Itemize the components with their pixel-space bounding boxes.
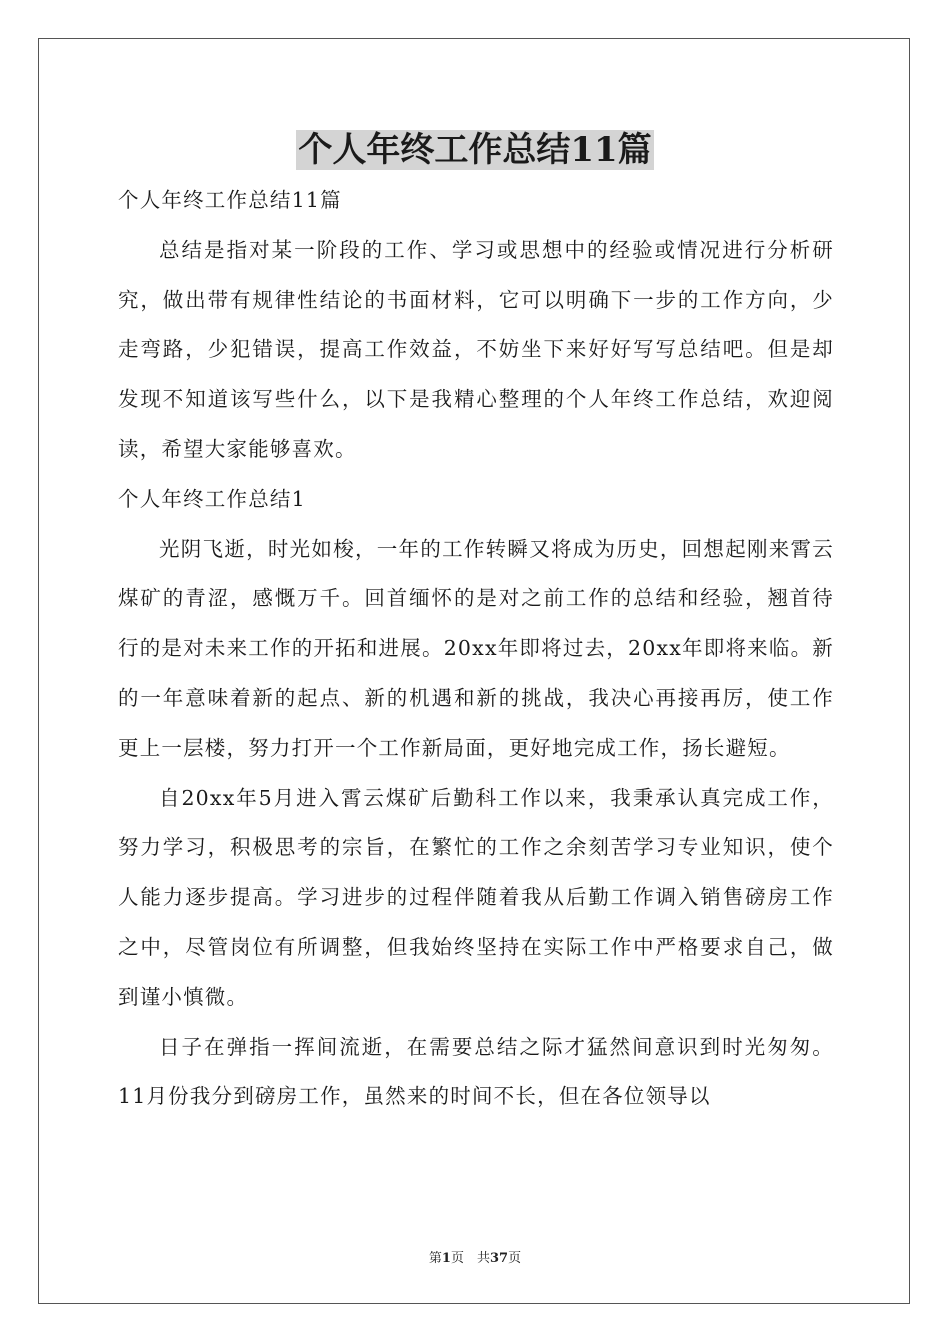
document-subtitle: 个人年终工作总结11篇 xyxy=(118,188,342,212)
body-paragraph-3: 日子在弹指一挥间流逝，在需要总结之际才猛然间意识到时光匆匆。11月份我分到磅房工作，虽然来的时间不长，但在各位领导以 xyxy=(118,1034,834,1109)
body-paragraph-1: 光阴飞逝，时光如梭，一年的工作转瞬又将成为历史，回想起刚来霄云煤矿的青涩，感慨万千。回首缅怀的是对之前工作的总结和经验，翘首待行的是对未来工作的开拓和进展。20xx年即将过去，20xx年即将来临。新的一年意味着新的起点、新的机遇和新的挑战，我决心再接再厉，使工作更上一层楼，努力打开一个工作新局面，更好地完成工作，扬长避短。 xyxy=(118,536,834,760)
page-mid: 页 共 xyxy=(450,1251,490,1266)
page-footer xyxy=(0,1247,950,1266)
document-title-text: 个人年终工作总结11篇 xyxy=(298,130,652,170)
page-suffix: 页 xyxy=(508,1251,522,1266)
page-current: 1 xyxy=(441,1251,451,1266)
section-heading: 个人年终工作总结1 xyxy=(118,486,306,511)
page-prefix: 第 xyxy=(428,1251,442,1266)
body-paragraph-2: 自20xx年5月进入霄云煤矿后勤科工作以来，我秉承认真完成工作，努力学习，积极思考的宗旨，在繁忙的工作之余刻苦学习专业知识，使个人能力逐步提高。学习进步的过程伴随着我从后勤工作调入销售磅房工作之中，尽管岗位有所调整，但我始终坚持在实际工作中严格要求自己，做到谨小慎微。 xyxy=(118,785,834,1009)
page-total: 37 xyxy=(489,1251,509,1266)
intro-paragraph: 总结是指对某一阶段的工作、学习或思想中的经验或情况进行分析研究，做出带有规律性结论的书面材料，它可以明确下一步的工作方向，少走弯路，少犯错误，提高工作效益，不妨坐下来好好写写总结吧。但是却发现不知道该写些什么，以下是我精心整理的个人年终工作总结，欢迎阅读，希望大家能够喜欢。 xyxy=(118,237,834,461)
document-title xyxy=(0,128,950,172)
document-body xyxy=(118,176,834,1122)
